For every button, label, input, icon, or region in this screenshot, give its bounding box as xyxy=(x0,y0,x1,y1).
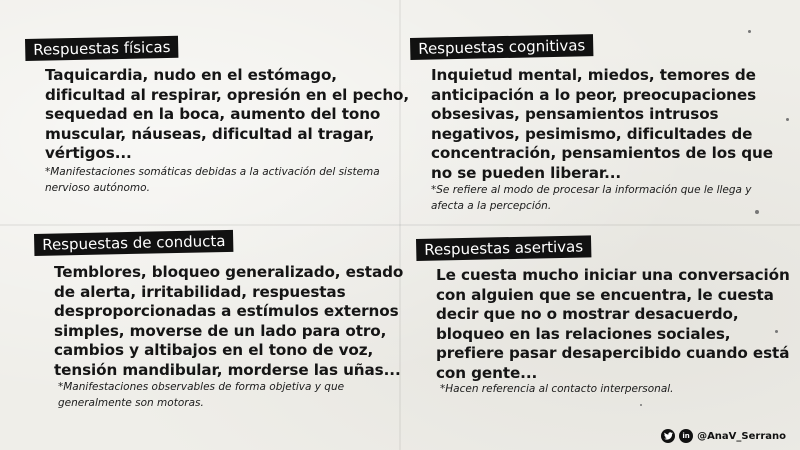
body-line: Taquicardia, nudo en el estómago, xyxy=(45,66,337,84)
note-line: *Manifestaciones observables de forma objetiva y que xyxy=(58,381,345,393)
note-line: *Se refiere al modo de procesar la información que le llega y xyxy=(431,184,752,196)
body-line: muscular, náuseas, dificultad al tragar, xyxy=(45,124,375,143)
body-line: bloqueo en las relaciones sociales, xyxy=(436,324,731,343)
body-line: desproporcionadas a estímulos externos xyxy=(54,302,399,321)
section-note-asertivas xyxy=(440,381,674,397)
body-line: dificultad al respirar, opresión en el pecho, xyxy=(45,85,410,104)
twitter-icon[interactable] xyxy=(661,429,675,443)
body-line: Inquietud mental, miedos, temores de xyxy=(431,66,756,84)
section-note-conducta xyxy=(58,379,344,411)
body-line: tensión mandibular, morderse las uñas... xyxy=(54,360,401,379)
body-line: vértigos... xyxy=(45,144,132,163)
section-note-cognitivas xyxy=(431,182,752,214)
section-note-fisicas xyxy=(45,164,380,196)
body-line: cambios y altibajos en el tono de voz, xyxy=(54,341,374,360)
paper-speck xyxy=(640,404,642,406)
paper-speck xyxy=(786,118,789,121)
section-body-conducta xyxy=(54,263,403,381)
section-body-asertivas xyxy=(436,266,790,384)
paper-fold-horizontal xyxy=(0,224,800,226)
body-line: obsesivas, pensamientos intrusos xyxy=(431,105,719,124)
body-line: concentración, pensamientos de los que xyxy=(431,144,773,163)
section-body-fisicas xyxy=(45,66,409,164)
section-label-cognitivas: Respuestas cognitivas xyxy=(410,34,593,60)
linkedin-glyph: in xyxy=(682,431,690,440)
body-line: decir que no o mostrar desacuerdo, xyxy=(436,305,739,324)
note-line: afecta a la percepción. xyxy=(431,200,552,212)
body-line: sequedad en la boca, aumento del tono xyxy=(45,105,381,124)
note-line: *Manifestaciones somáticas debidas a la activación del sistema xyxy=(45,166,380,178)
social-footer xyxy=(661,427,786,445)
note-line: generalmente son motoras. xyxy=(58,397,204,409)
body-line: anticipación a lo peor, preocupaciones xyxy=(431,85,757,104)
body-line: negativos, pesimismo, dificultades de xyxy=(431,124,753,143)
section-body-cognitivas xyxy=(431,66,773,184)
body-line: con alguien que se encuentra, le cuesta xyxy=(436,285,774,304)
body-line: de alerta, irritabilidad, respuestas xyxy=(54,282,346,301)
body-line: prefiere pasar desapercibido cuando está xyxy=(436,344,790,363)
section-label-conducta: Respuestas de conducta xyxy=(34,230,234,256)
author-handle[interactable]: @AnaV_Serrano xyxy=(697,430,786,442)
body-line: no se pueden liberar... xyxy=(431,163,622,182)
paper-speck xyxy=(748,30,751,33)
section-label-asertivas: Respuestas asertivas xyxy=(416,235,591,261)
linkedin-icon[interactable] xyxy=(679,429,693,443)
twitter-bird-glyph xyxy=(664,432,673,440)
body-line: simples, moverse de un lado para otro, xyxy=(54,321,387,340)
body-line: Temblores, bloqueo generalizado, estado xyxy=(54,263,404,281)
section-label-fisicas: Respuestas físicas xyxy=(25,36,179,61)
body-line: con gente... xyxy=(436,363,538,382)
note-line: nervioso autónomo. xyxy=(45,182,150,194)
body-line: Le cuesta mucho iniciar una conversación xyxy=(436,266,790,284)
note-line: *Hacen referencia al contacto interpersonal. xyxy=(440,383,674,395)
paper-speck xyxy=(755,210,759,214)
